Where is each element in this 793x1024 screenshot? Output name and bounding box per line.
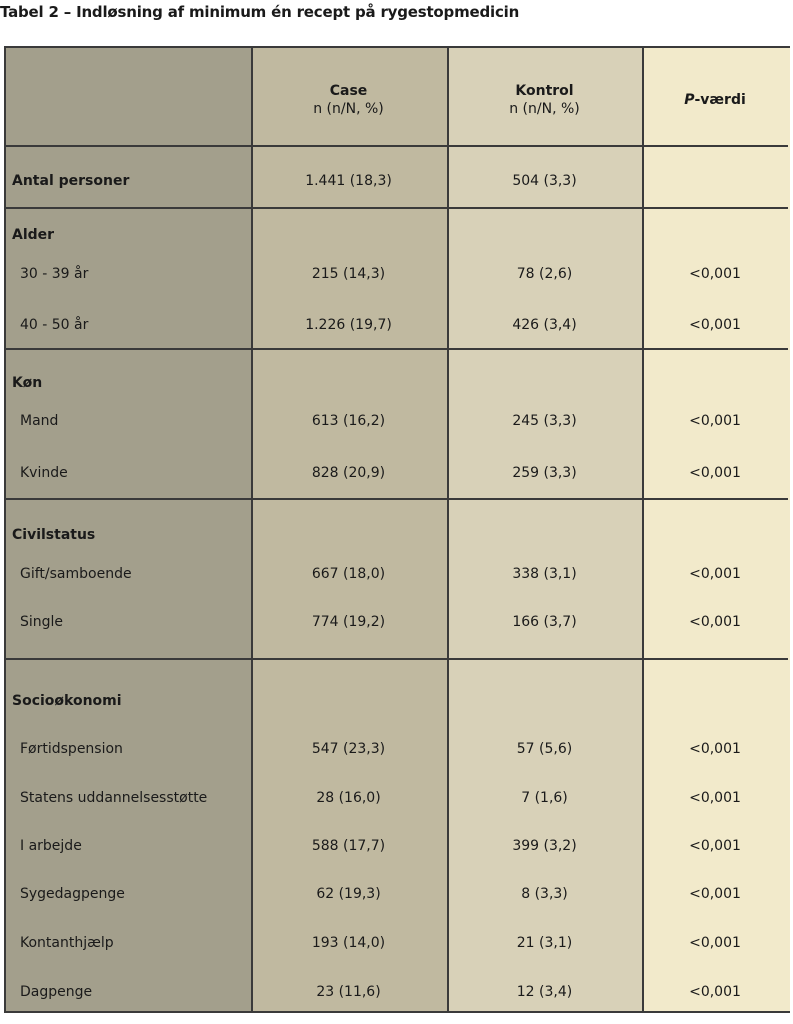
control-header-label: Kontrol <box>515 83 574 99</box>
case-header-label: Case <box>329 83 368 99</box>
row-label: I arbejde <box>20 838 82 854</box>
row-label: Statens uddannelsesstøtte <box>20 790 208 806</box>
row-label: 30 - 39 år <box>20 266 89 282</box>
control-value: 21 (3,1) <box>516 935 573 951</box>
control-value: 8 (3,3) <box>521 886 568 902</box>
row-label: Kontanthjælp <box>20 935 114 951</box>
case-header-unit: n (n/N, %) <box>313 101 384 117</box>
table-title: Tabel 2 – Indløsning af minimum én recept på rygestopmedicin <box>0 3 520 21</box>
control-value: 259 (3,3) <box>512 465 577 481</box>
control-value: 245 (3,3) <box>512 413 577 429</box>
p-letter: P <box>684 92 695 108</box>
row-label: Gift/samboende <box>20 566 132 582</box>
data-table <box>4 46 790 1013</box>
p-value: <0,001 <box>689 838 741 854</box>
p-rest: -værdi <box>694 92 746 108</box>
control-value: 57 (5,6) <box>516 741 573 757</box>
control-value: 78 (2,6) <box>516 266 573 282</box>
civil-heading: Civilstatus <box>12 527 96 543</box>
row-label: Dagpenge <box>20 984 93 1000</box>
row-label: 40 - 50 år <box>20 317 89 333</box>
case-value: 613 (16,2) <box>311 413 386 429</box>
control-value: 166 (3,7) <box>512 614 577 630</box>
p-value: <0,001 <box>689 614 741 630</box>
control-value: 7 (1,6) <box>521 790 568 806</box>
case-value: 1.226 (19,7) <box>305 317 392 333</box>
row-label: Mand <box>20 413 59 429</box>
p-value: <0,001 <box>689 317 741 333</box>
case-value: 193 (14,0) <box>311 935 386 951</box>
p-value: <0,001 <box>689 790 741 806</box>
row-divider <box>6 145 788 147</box>
antal-label: Antal personer <box>12 173 130 189</box>
case-value: 23 (11,6) <box>316 984 381 1000</box>
control-header-unit: n (n/N, %) <box>509 101 580 117</box>
control-header <box>447 82 642 118</box>
p-value: <0,001 <box>689 566 741 582</box>
socio-heading: Socioøkonomi <box>12 693 122 709</box>
p-value: <0,001 <box>689 984 741 1000</box>
antal-control: 504 (3,3) <box>512 173 577 189</box>
case-value: 774 (19,2) <box>311 614 386 630</box>
case-header <box>251 82 446 118</box>
row-divider <box>6 658 788 660</box>
case-value: 28 (16,0) <box>316 790 381 806</box>
p-value: <0,001 <box>689 413 741 429</box>
control-value: 12 (3,4) <box>516 984 573 1000</box>
case-value: 667 (18,0) <box>311 566 386 582</box>
p-value: <0,001 <box>689 465 741 481</box>
row-label: Sygedagpenge <box>20 886 125 902</box>
row-divider <box>6 207 788 209</box>
p-value: <0,001 <box>689 935 741 951</box>
case-value: 62 (19,3) <box>316 886 381 902</box>
row-divider <box>6 498 788 500</box>
row-label: Single <box>20 614 64 630</box>
case-value: 588 (17,7) <box>311 838 386 854</box>
row-label: Kvinde <box>20 465 68 481</box>
row-divider <box>6 348 788 350</box>
case-value: 215 (14,3) <box>311 266 386 282</box>
p-value: <0,001 <box>689 741 741 757</box>
control-value: 426 (3,4) <box>512 317 577 333</box>
case-value: 828 (20,9) <box>311 465 386 481</box>
control-value: 399 (3,2) <box>512 838 577 854</box>
case-column <box>251 48 448 1011</box>
alder-heading: Alder <box>12 227 55 243</box>
p-value: <0,001 <box>689 886 741 902</box>
row-label: Førtidspension <box>20 741 123 757</box>
control-value: 338 (3,1) <box>512 566 577 582</box>
antal-case: 1.441 (18,3) <box>305 173 392 189</box>
p-value-header <box>642 92 788 108</box>
koen-heading: Køn <box>12 375 43 391</box>
case-value: 547 (23,3) <box>311 741 386 757</box>
p-value: <0,001 <box>689 266 741 282</box>
control-column <box>447 48 644 1011</box>
p-value-column <box>642 48 790 1011</box>
